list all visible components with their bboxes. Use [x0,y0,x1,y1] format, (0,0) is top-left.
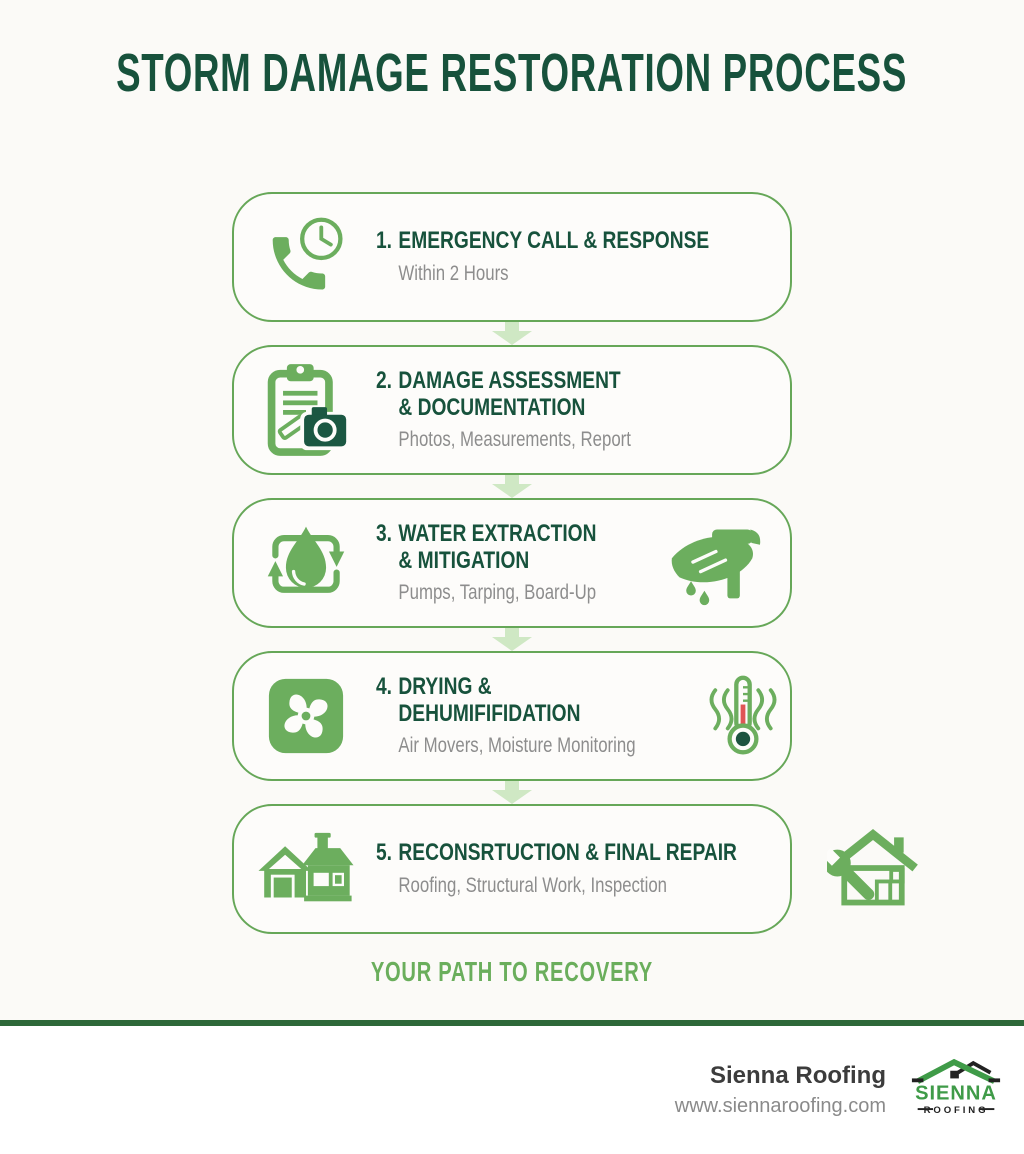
step-box-3 [232,498,792,628]
step-number: 3. [376,519,393,547]
website-url: www.siennaroofing.com [674,1094,886,1117]
company-name: Sienna Roofing [710,1062,886,1090]
step-title-line2: & DOCUMENTATION [398,393,586,421]
droplet-recycle-icon [258,517,354,609]
step-title-line2: DEHUMIFIFIDATION [398,699,581,727]
step-title-line2: & MITIGATION [398,546,530,574]
step-title: RECONSRTUCTION & FINAL REPAIR [398,839,737,867]
thermometer-icon [700,673,786,759]
phone-clock-icon [258,214,354,300]
logo-wordmark: SIENNA [915,1082,997,1104]
step-box-4 [232,651,792,781]
step-subtitle: Roofing, Structural Work, Inspection [398,873,668,897]
logo-subtext: ROOFING [923,1104,989,1116]
house-wrench-icon [827,827,919,911]
down-arrow-icon [232,781,792,804]
down-arrow-icon [232,322,792,345]
house-icon [258,831,354,907]
step-title-line1: DAMAGE ASSESSMENT [398,366,621,394]
tagline-text: YOUR PATH TO RECOVERY [370,956,654,987]
step-subtitle: Air Movers, Moisture Monitoring [398,734,636,758]
step-title-line1: WATER EXTRACTION [398,519,597,547]
down-arrow-icon [232,628,792,651]
sienna-roofing-logo [910,1056,1002,1125]
step-number: 1. [376,227,393,255]
clipboard-camera-icon [258,362,354,458]
step-box-1 [232,192,792,322]
hammer-tarp-icon [664,518,764,608]
step-number: 2. [376,366,393,394]
step-title: EMERGENCY CALL & RESPONSE [398,227,710,255]
step-box-5 [232,804,792,934]
down-arrow-icon [232,475,792,498]
step-subtitle: Photos, Measurements, Report [398,428,631,452]
process-steps [232,192,792,934]
step-subtitle: Pumps, Tarping, Board-Up [398,581,597,605]
page-title: STORM DAMAGE RESTORATION PROCESS [116,43,908,103]
step-title-line1: DRYING & [398,672,492,700]
fan-icon [258,675,354,757]
step-number: 5. [376,839,393,867]
step-number: 4. [376,672,393,700]
footer [0,1026,1024,1154]
step-subtitle: Within 2 Hours [398,261,509,285]
step-box-2 [232,345,792,475]
